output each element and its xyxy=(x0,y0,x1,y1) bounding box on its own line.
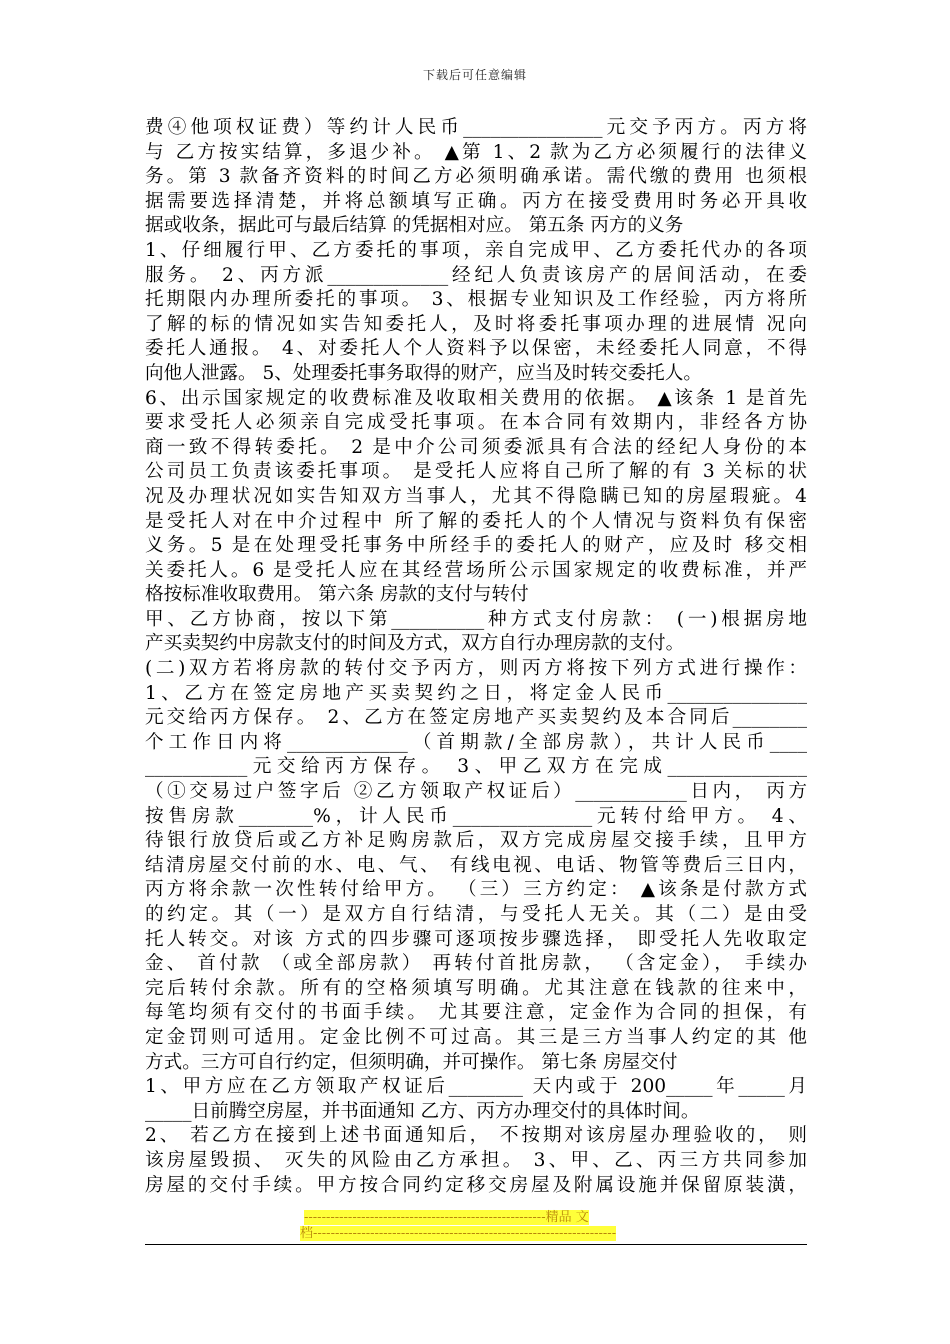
text-line: 关委托人。6 是受托人应在其经营场所公示国家规定的收费标准，并严 xyxy=(145,559,807,581)
text-line: 金、 首付款 （或全部房款） 再转付首批房款， （含定金）， 手续办 xyxy=(145,953,807,975)
text-line: 况及办理状况如实告知双方当事人，尤其不得隐瞒已知的房屋瑕疵。4 xyxy=(145,485,807,507)
text-line: 务。第 3 款备齐资料的时间乙方必须明确承诺。需代缴的费用 也须根 xyxy=(145,166,807,188)
text-line: 据或收条，据此可与最后结算 的凭据相对应。 第五条 丙方的义务 xyxy=(145,215,684,237)
text-line: 委托人通报。 4、对委托人个人资料予以保密，未经委托人同意，不得 xyxy=(145,338,807,360)
text-line: 据需要选择清楚，并将总额填写正确。丙方在接受费用时务必开具收 xyxy=(145,190,807,212)
text-line: (二)双方若将房款的转付交予丙方，则丙方将按下列方式进行操作： xyxy=(145,658,807,680)
page-header: 下载后可任意编辑 xyxy=(422,68,527,82)
text-line: 每笔均须有交付的书面手续。 尤其要注意，定金作为合同的担保，有 xyxy=(145,1002,807,1024)
text-line: 费④他项权证费）等约计人民币_______________元交予丙方。丙方将 xyxy=(145,117,807,138)
text-line: ___________元交给丙方保存。 3、甲乙双方在完成_______________ xyxy=(145,756,807,778)
text-line: 6、出示国家规定的收费标准及收取相关费用的依据。 ▲该条 1 是首先 xyxy=(145,387,807,409)
text-line: 托人转交。对该 方式的四步骤可逐项按步骤选择， 即受托人先收取定 xyxy=(145,928,807,950)
text-line: _____日前腾空房屋，并书面通知 乙方、丙方办理交付的具体时间。 xyxy=(145,1100,700,1122)
text-line: 的约定。其（一）是双方自行结清，与受托人无关。其（二）是由受 xyxy=(145,904,807,925)
text-line: 结清房屋交付前的水、电、气、 有线电视、电话、物管等费后三日内， xyxy=(145,854,807,876)
text-line: 1、甲方应在乙方领取产权证后________ 天内或于 200_____年_____月 xyxy=(145,1076,807,1098)
text-line: 产买卖契约中房款支付的时间及方式，双方自行办理房款的支付。 xyxy=(145,633,685,655)
text-line: 商一致不得转委托。 2 是中介公司须委派具有合法的经纪人身份的本 xyxy=(145,436,807,458)
text-line: 待银行放贷后或乙方补足购房款后，双方完成房屋交接手续，且甲方 xyxy=(145,830,807,852)
text-line: 1、仔细履行甲、乙方委托的事项，亲自完成甲、乙方委托代办的各项 xyxy=(145,239,807,261)
footer-watermark xyxy=(300,1210,650,1242)
text-line: 义务。5 是在处理受托事务中所经手的委托人的财产，应及时 移交相 xyxy=(145,535,807,557)
text-line: 是受托人对在中介过程中 所了解的委托人的个人情况与资料负有保密 xyxy=(145,510,807,532)
text-line: 按售房款________%，计人民币_______________元转付给甲方。 4、 xyxy=(145,805,807,827)
text-line: 1、乙方在签定房地产买卖契约之日，将定金人民币_______________ xyxy=(145,682,807,704)
text-line: 丙方将余款一次性转付给甲方。 （三）三方约定： ▲该条是付款方式 xyxy=(145,879,807,901)
text-line: 服务。 2、丙方派_____________经纪人负责该房产的居间活动，在委 xyxy=(145,264,807,286)
text-line: 甲、乙方协商，按以下第__________种方式支付房款： (一)根据房地 xyxy=(145,608,807,630)
text-line: 公司员工负责该委托事项。 是受托人应将自己所了解的有 3 关标的状 xyxy=(145,461,807,483)
text-line: 定金罚则可适用。定金比例不可过高。其三是三方当事人约定的其 他 xyxy=(145,1026,807,1048)
text-line: 向他人泄露。 5、处理委托事务取得的财产，应当及时转交委托人。 xyxy=(145,362,702,384)
text-line: 个工作日内将_____________（首期款/全部房款），共计人民币____ xyxy=(145,731,807,753)
footer-divider xyxy=(145,1244,807,1245)
text-line: 方式。三方可自行约定，但须明确，并可操作。 第七条 房屋交付 xyxy=(145,1051,678,1073)
text-line: 房屋的交付手续。甲方按合同约定移交房屋及附属设施并保留原装潢， xyxy=(145,1174,807,1196)
document-body xyxy=(145,116,807,1198)
text-line: 与 乙方按实结算，多退少补。 ▲第 1、2 款为乙方必须履行的法律义 xyxy=(145,141,807,163)
text-line: （①交易过户签字后 ②乙方领取产权证后）____________日内， 丙方 xyxy=(145,781,807,803)
text-line: 2、 若乙方在接到上述书面通知后， 不按期对该房屋办理验收的， 则 xyxy=(145,1125,807,1147)
text-line: 完后转付余款。所有的空格须填写明确。尤其注意在钱款的往来中， xyxy=(145,977,807,999)
text-line: 要求受托人必须亲自完成受托事项。在本合同有效期内，非经各方协 xyxy=(145,412,807,434)
text-line: 格按标准收取费用。 第六条 房款的支付与转付 xyxy=(145,584,529,606)
text-line: 托期限内办理所委托的事项。 3、根据专业知识及工作经验，丙方将所 xyxy=(145,289,807,311)
text-line: 元交给丙方保存。 2、乙方在签定房地产买卖契约及本合同后________ xyxy=(145,707,807,729)
text-line: 该房屋毁损、 灭失的风险由乙方承担。 3、甲、乙、丙三方共同参加 xyxy=(145,1149,807,1171)
text-line: 了解的标的情况如实告知委托人，及时将委托事项办理的进展情 况向 xyxy=(145,313,807,335)
footer-mark-line-2: 档--------------------------------------------------------------------- xyxy=(300,1226,617,1241)
footer-mark-line-1: -------------------------------------------------------精品 文 xyxy=(304,1210,589,1225)
